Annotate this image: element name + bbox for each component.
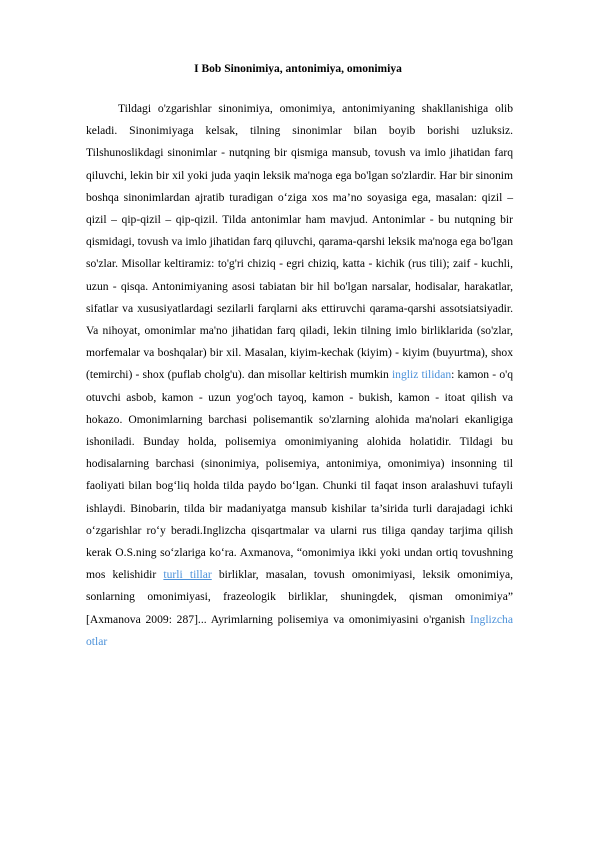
chapter-title: I Bob Sinonimiya, antonimiya, omonimiya <box>194 63 402 75</box>
paragraph-text: : kamon - o'q otuvchi asbob, kamon - uzun yog'och tayoq, kamon - bukish, kamon - itoat qilish va hokazo. Omonimlarning barchasi polisemantik so'zlarning alohida ma'nolari ekanligiga ishoniladi. Bunday holda, polisemiya omonimiyaning alohida holatidir. Tildagi bu hodisalarning barchasi (sinonimiya, polisemiya, antonimiya, omonimiya) insonning til faoliyati bilan bog‘liq holda tilda paydo bo‘lgan. Chunki til faqat inson aralashuvi tufayli ishlaydi. Binobarin, tilda bir madaniyatga mansub kishilar ta’sirida turli darajadagi ichki o‘zgarishlar ro‘y beradi.Inglizcha qisqartmalar va ularni rus tiliga qanday tarjima qilish kerak O.S.ning so‘zlariga ko‘ra. Axmanova, “omonimiya ikki yoki undan ortiq tovushning mos kelishidir <box>86 368 513 582</box>
paragraph-text: Tildagi o'zgarishlar sinonimiya, omonimiya, antonimiyaning shakllanishiga olib keladi. Sinonimiyaga kelsak, tilning sinonimlar bilan boyib borishi uzluksiz. Tilshunoslikdagi sinonimlar - nutqning bir qismiga mansub, tovush va imlo jihatidan farq qiluvchi, lekin bir xil yoki juda yaqin leksik ma'noga ega bo'lgan so'zlardir. Har bir sinonim boshqa sinonimlardan ajratib turadigan o‘ziga xos ma’no soyasiga ega, masalan: qizil – qizil – qip-qizil – qip-qizil. Tilda antonimlar ham mavjud. Antonimlar - bu nutqning bir qismidagi, tovush va imlo jihatidan farq qiluvchi, qarama-qarshi leksik ma'noga ega bo'lgan so'zlar. Misollar keltiramiz: to'g'ri chiziq - egri chiziq, katta - kichik (rus tili); zaif - kuchli, uzun - qisqa. Antonimiyaning asosi tabiatan bir hil bo'lgan narsalar, hodisalar, harakatlar, sifatlar va xususiyatlardagi sezilarli farqlarni aks ettiruvchi qarama-qarshi assotsiatsiyadir. Va nihoyat, omonimlar ma'no jihatidan farq qiladi, lekin tilning imlo birliklarida (so'zlar, morfemalar va boshqalar) bir xil. Masalan, kiyim-kechak (kiyim) - kiyim (buyurtma), shox (temirchi) - shox (puflab cholg'u). dan misollar keltirish mumkin <box>86 102 513 382</box>
paragraph-text: birliklar, masalan, tovush omonimiyasi, leksik omonimiya, sonlarning omonimiyasi, frazeologik birliklar, shuningdek, qisman omonimiya” [Axmanova 2009: 287]... Ayrimlarning polisemiya va omonimiyasini o'rganish <box>86 568 513 626</box>
link-ingliz-tilidan[interactable]: ingliz tilidan <box>391 368 452 382</box>
link-inglizcha-otlar[interactable]: Inglizcha otlar <box>86 612 513 648</box>
body-paragraph <box>86 98 513 653</box>
link-turli-tillar[interactable]: turli tillar <box>163 568 212 582</box>
